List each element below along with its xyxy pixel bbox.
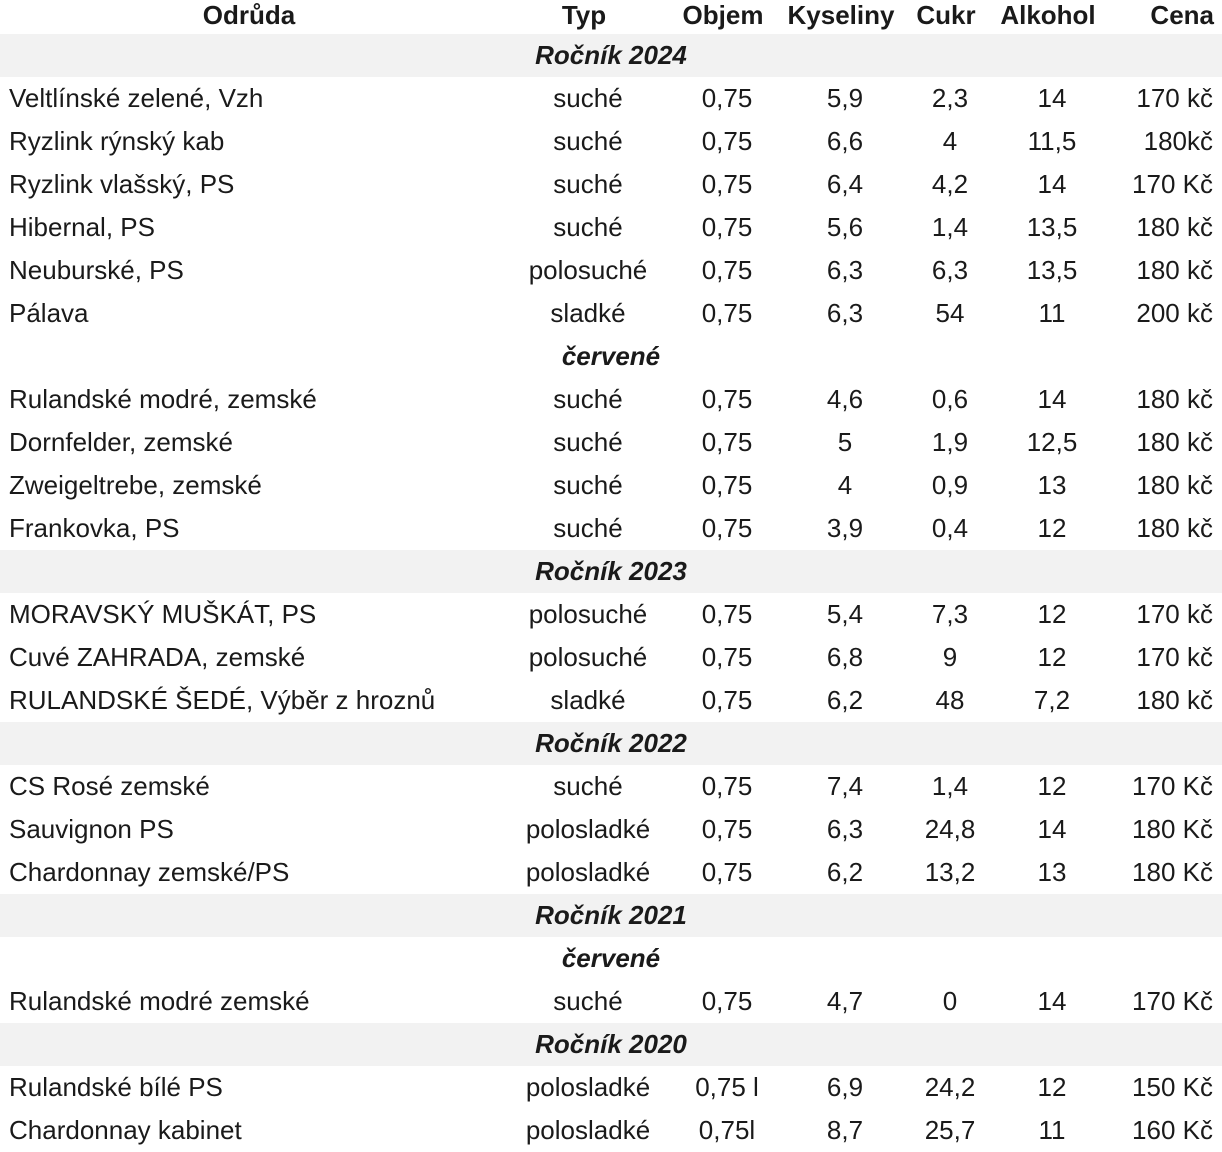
- acidity-cell: 4,6: [826, 384, 864, 414]
- sugar-cell: 1,9: [931, 427, 969, 457]
- sugar-cell: 13,2: [924, 857, 976, 887]
- wine-name-cell: Rulandské bílé PS: [9, 1072, 223, 1102]
- alcohol-cell: 14: [1037, 169, 1067, 199]
- wine-name-cell: Rulandské modré zemské: [9, 986, 310, 1016]
- wine-type-cell: sladké: [550, 685, 626, 715]
- wine-name-cell: Rulandské modré, zemské: [9, 384, 317, 414]
- acidity-cell: 3,9: [826, 513, 864, 543]
- price-cell: 180 Kč: [1132, 857, 1213, 887]
- volume-cell: 0,75l: [698, 1115, 756, 1145]
- alcohol-cell: 13,5: [1026, 212, 1078, 242]
- acidity-cell: 6,9: [826, 1072, 864, 1102]
- price-cell: 170 kč: [1136, 599, 1213, 629]
- volume-cell: 0,75: [701, 986, 753, 1016]
- alcohol-cell: 12: [1037, 599, 1067, 629]
- wine-type-cell: polosladké: [525, 1115, 651, 1145]
- wine-type-cell: polosladké: [525, 814, 651, 844]
- wine-name-cell: Sauvignon PS: [9, 814, 174, 844]
- wine-name-cell: Neuburské, PS: [9, 255, 184, 285]
- table-header: [0, 0, 1222, 34]
- wine-row: [0, 808, 1222, 851]
- acidity-cell: 4,7: [826, 986, 864, 1016]
- wine-row: [0, 593, 1222, 636]
- volume-cell: 0,75: [701, 298, 753, 328]
- acidity-cell: 6,2: [826, 685, 864, 715]
- sugar-cell: 9: [942, 642, 958, 672]
- wine-name-cell: Chardonnay kabinet: [9, 1115, 242, 1145]
- wine-row: [0, 77, 1222, 120]
- wine-row: [0, 249, 1222, 292]
- column-header-acidity: Kyseliny: [787, 0, 895, 30]
- price-cell: 170 Kč: [1132, 771, 1213, 801]
- wine-row: [0, 292, 1222, 335]
- price-cell: 180 kč: [1136, 470, 1213, 500]
- wine-type-cell: sladké: [550, 298, 626, 328]
- sugar-cell: 0,4: [931, 513, 969, 543]
- alcohol-cell: 13,5: [1026, 255, 1078, 285]
- volume-cell: 0,75: [701, 771, 753, 801]
- wine-row: [0, 851, 1222, 894]
- sugar-cell: 0,6: [931, 384, 969, 414]
- volume-cell: 0,75: [701, 642, 753, 672]
- alcohol-cell: 12,5: [1026, 427, 1078, 457]
- volume-cell: 0,75: [701, 169, 753, 199]
- price-cell: 170 Kč: [1132, 169, 1213, 199]
- alcohol-cell: 14: [1037, 384, 1067, 414]
- price-cell: 180 Kč: [1132, 814, 1213, 844]
- price-cell: 150 Kč: [1132, 1072, 1213, 1102]
- acidity-cell: 6,3: [826, 255, 864, 285]
- wine-type-cell: suché: [553, 212, 623, 242]
- sugar-cell: 24,8: [924, 814, 976, 844]
- column-header-alcohol: Alkohol: [1000, 0, 1096, 30]
- wine-name-cell: Ryzlink vlašský, PS: [9, 169, 235, 199]
- volume-cell: 0,75: [701, 83, 753, 113]
- wine-name-cell: Zweigeltrebe, zemské: [9, 470, 262, 500]
- wine-name-cell: Ryzlink rýnský kab: [9, 126, 225, 156]
- vintage-label: Ročník 2020: [0, 1023, 1222, 1066]
- acidity-cell: 6,3: [826, 298, 864, 328]
- alcohol-cell: 11,5: [1027, 126, 1077, 156]
- wine-type-cell: suché: [553, 771, 623, 801]
- wine-type-cell: suché: [553, 427, 623, 457]
- acidity-cell: 8,7: [826, 1115, 864, 1145]
- sugar-cell: 24,2: [924, 1072, 976, 1102]
- wine-type-cell: suché: [553, 83, 623, 113]
- price-cell: 180 kč: [1136, 513, 1213, 543]
- acidity-cell: 5,6: [826, 212, 864, 242]
- wine-name-cell: Pálava: [9, 298, 89, 328]
- alcohol-cell: 14: [1037, 83, 1067, 113]
- wine-row: [0, 679, 1222, 722]
- wine-row: [0, 1066, 1222, 1109]
- acidity-cell: 5,9: [826, 83, 864, 113]
- vintage-section-row: [0, 1023, 1222, 1066]
- acidity-cell: 5,4: [826, 599, 864, 629]
- vintage-label: Ročník 2023: [0, 550, 1222, 593]
- header-row: [0, 0, 1222, 34]
- acidity-cell: 4: [837, 470, 853, 500]
- alcohol-cell: 14: [1037, 814, 1067, 844]
- wine-row: [0, 120, 1222, 163]
- wine-row: [0, 980, 1222, 1023]
- table-body: [0, 34, 1222, 1152]
- vintage-section-row: [0, 34, 1222, 77]
- wine-row: [0, 163, 1222, 206]
- wine-name-cell: Hibernal, PS: [9, 212, 155, 242]
- wine-row: [0, 1109, 1222, 1152]
- acidity-cell: 6,4: [826, 169, 864, 199]
- alcohol-cell: 12: [1037, 771, 1067, 801]
- vintage-section-row: [0, 894, 1222, 937]
- sugar-cell: 25,7: [924, 1115, 976, 1145]
- price-cell: 180 kč: [1136, 427, 1213, 457]
- wine-type-cell: polosuché: [528, 599, 648, 629]
- wine-type-cell: suché: [553, 986, 623, 1016]
- vintage-section-row: [0, 550, 1222, 593]
- volume-cell: 0,75: [701, 470, 753, 500]
- volume-cell: 0,75: [701, 599, 753, 629]
- acidity-cell: 6,8: [826, 642, 864, 672]
- alcohol-cell: 7,2: [1033, 685, 1071, 715]
- wine-type-cell: polosuché: [528, 642, 648, 672]
- column-header-sugar: Cukr: [916, 0, 976, 30]
- volume-cell: 0,75: [701, 384, 753, 414]
- price-cell: 170 kč: [1136, 642, 1213, 672]
- price-cell: 200 kč: [1136, 298, 1213, 328]
- price-cell: 170 Kč: [1132, 986, 1213, 1016]
- sugar-cell: 1,4: [931, 212, 969, 242]
- sugar-cell: 6,3: [931, 255, 969, 285]
- wine-name-cell: MORAVSKÝ MUŠKÁT, PS: [9, 599, 317, 629]
- alcohol-cell: 13: [1037, 857, 1067, 887]
- wine-name-cell: Frankovka, PS: [9, 513, 180, 543]
- column-header-volume: Objem: [682, 0, 764, 30]
- category-label: červené: [0, 335, 1222, 378]
- wine-row: [0, 765, 1222, 808]
- alcohol-cell: 12: [1037, 1072, 1067, 1102]
- volume-cell: 0,75: [701, 814, 753, 844]
- wine-name-cell: Chardonnay zemské/PS: [9, 857, 290, 887]
- volume-cell: 0,75 l: [695, 1072, 759, 1102]
- category-subheading-row: [0, 335, 1222, 378]
- wine-type-cell: polosladké: [525, 857, 651, 887]
- sugar-cell: 7,3: [931, 599, 969, 629]
- wine-name-cell: RULANDSKÉ ŠEDÉ, Výběr z hroznů: [9, 685, 436, 715]
- wine-row: [0, 464, 1222, 507]
- sugar-cell: 54: [935, 298, 965, 328]
- vintage-label: Ročník 2024: [0, 34, 1222, 77]
- wine-type-cell: suché: [553, 470, 623, 500]
- price-cell: 180 kč: [1136, 685, 1213, 715]
- price-cell: 160 Kč: [1132, 1115, 1213, 1145]
- alcohol-cell: 12: [1037, 513, 1067, 543]
- alcohol-cell: 11: [1038, 298, 1066, 328]
- wine-name-cell: CS Rosé zemské: [9, 771, 210, 801]
- volume-cell: 0,75: [701, 857, 753, 887]
- sugar-cell: 0: [942, 986, 958, 1016]
- acidity-cell: 6,3: [826, 814, 864, 844]
- sugar-cell: 48: [935, 685, 965, 715]
- volume-cell: 0,75: [701, 255, 753, 285]
- sugar-cell: 1,4: [931, 771, 969, 801]
- alcohol-cell: 14: [1037, 986, 1067, 1016]
- volume-cell: 0,75: [701, 427, 753, 457]
- volume-cell: 0,75: [701, 513, 753, 543]
- acidity-cell: 6,2: [826, 857, 864, 887]
- column-header-variety: Odrůda: [202, 0, 296, 30]
- category-label: červené: [0, 937, 1222, 980]
- volume-cell: 0,75: [701, 212, 753, 242]
- wine-name-cell: Dornfelder, zemské: [9, 427, 233, 457]
- wine-type-cell: suché: [553, 513, 623, 543]
- price-cell: 180 kč: [1136, 384, 1213, 414]
- wine-row: [0, 378, 1222, 421]
- acidity-cell: 6,6: [826, 126, 864, 156]
- wine-row: [0, 507, 1222, 550]
- acidity-cell: 5: [837, 427, 853, 457]
- volume-cell: 0,75: [701, 126, 753, 156]
- price-cell: 180 kč: [1136, 255, 1213, 285]
- volume-cell: 0,75: [701, 685, 753, 715]
- wine-type-cell: suché: [553, 126, 623, 156]
- vintage-label: Ročník 2021: [0, 894, 1222, 937]
- wine-type-cell: polosladké: [525, 1072, 651, 1102]
- sugar-cell: 4,2: [931, 169, 969, 199]
- alcohol-cell: 11: [1038, 1115, 1066, 1145]
- wine-name-cell: Veltlínské zelené, Vzh: [9, 83, 264, 113]
- alcohol-cell: 12: [1037, 642, 1067, 672]
- price-cell: 170 kč: [1136, 83, 1213, 113]
- wine-type-cell: suché: [553, 384, 623, 414]
- price-cell: 180kč: [1143, 126, 1213, 156]
- category-subheading-row: [0, 937, 1222, 980]
- wine-type-cell: polosuché: [528, 255, 648, 285]
- wine-row: [0, 206, 1222, 249]
- wine-name-cell: Cuvé ZAHRADA, zemské: [9, 642, 306, 672]
- wine-row: [0, 636, 1222, 679]
- vintage-section-row: [0, 722, 1222, 765]
- acidity-cell: 7,4: [826, 771, 864, 801]
- wine-type-cell: suché: [553, 169, 623, 199]
- sugar-cell: 0,9: [931, 470, 969, 500]
- column-header-price: Cena: [1150, 0, 1214, 30]
- price-cell: 180 kč: [1136, 212, 1213, 242]
- wine-row: [0, 421, 1222, 464]
- vintage-label: Ročník 2022: [0, 722, 1222, 765]
- alcohol-cell: 13: [1037, 470, 1067, 500]
- column-header-type: Typ: [561, 0, 607, 30]
- sugar-cell: 2,3: [931, 83, 969, 113]
- sugar-cell: 4: [942, 126, 958, 156]
